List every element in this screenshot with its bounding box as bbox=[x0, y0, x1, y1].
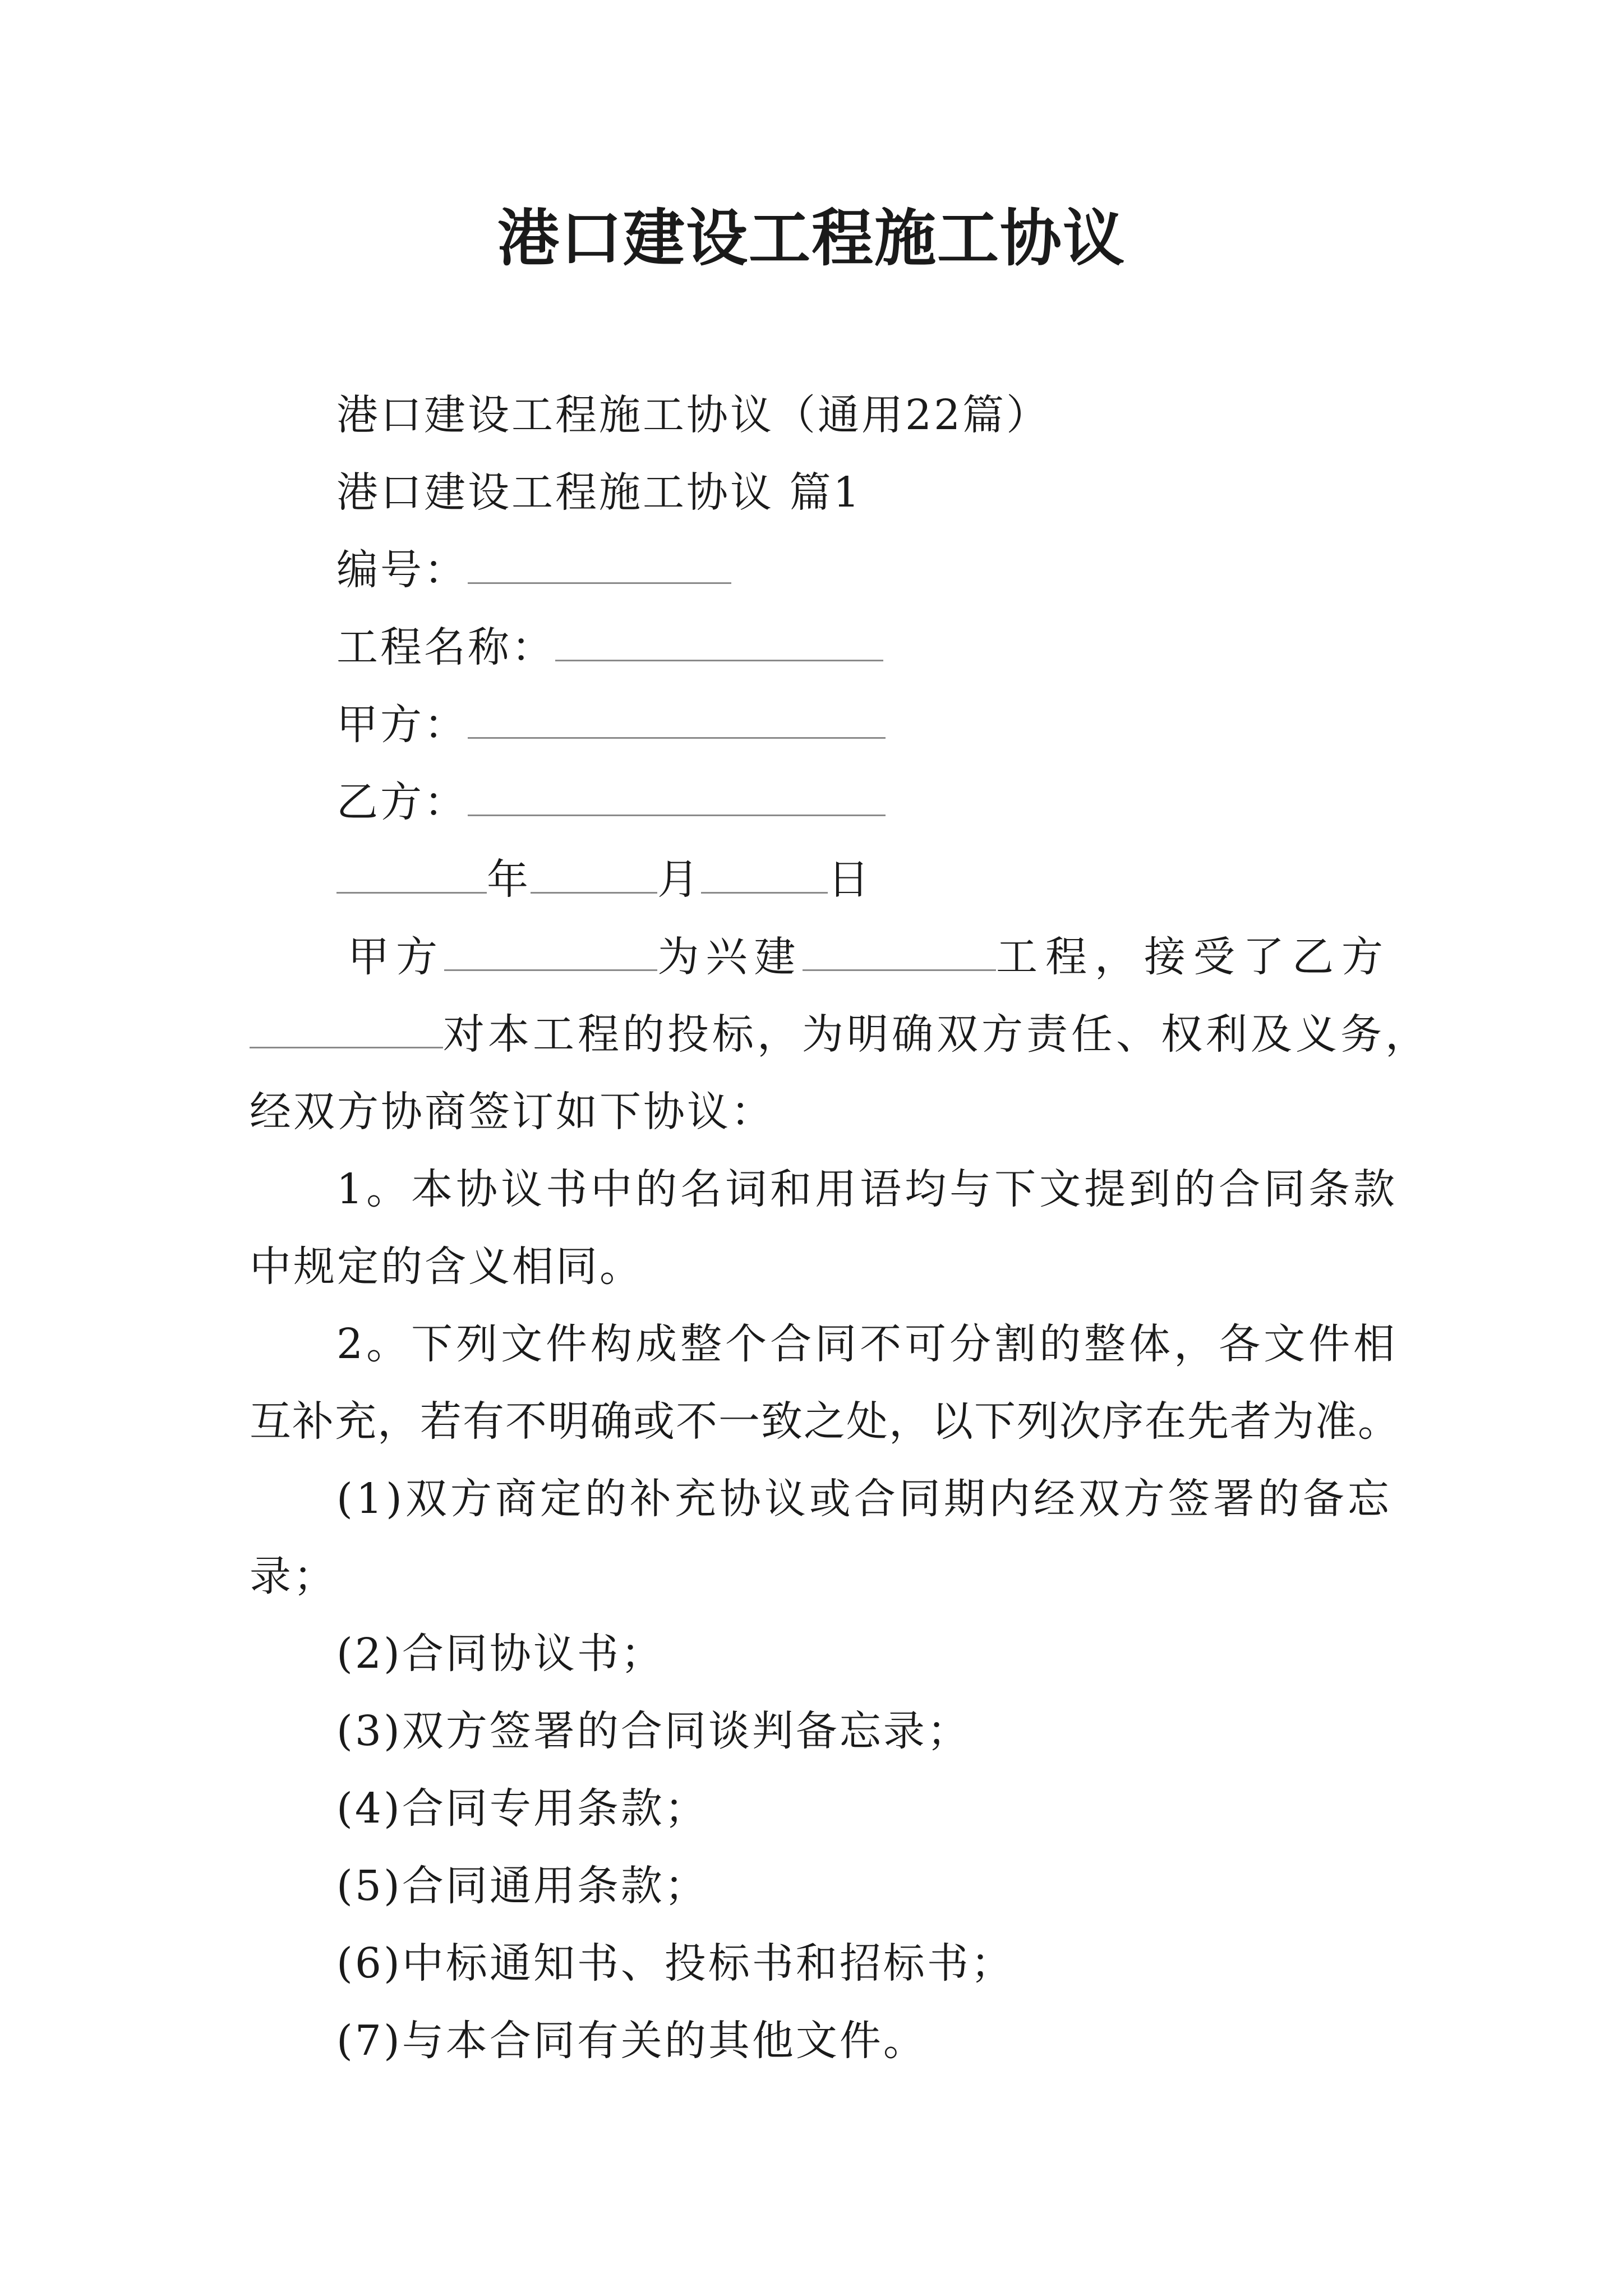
number-field bbox=[336, 542, 731, 598]
intro-line-1 bbox=[348, 929, 1391, 985]
intro-accept: 工程，接受了乙方 bbox=[996, 933, 1391, 981]
document-7: (7)与本合同有关的其他文件。 bbox=[336, 2017, 927, 2065]
party-b-field bbox=[336, 774, 886, 830]
party-a-name-blank[interactable] bbox=[444, 929, 657, 971]
party-b-blank[interactable] bbox=[468, 774, 886, 816]
document-1-line-2: 录； bbox=[250, 1552, 337, 1600]
document-1-line-1: (1)双方商定的补充协议或合同期内经双方签署的备忘 bbox=[336, 1475, 1393, 1523]
clause-1-line-1: 1。本协议书中的名词和用语均与下文提到的合同条款 bbox=[336, 1165, 1399, 1213]
party-a-blank[interactable] bbox=[468, 697, 886, 739]
document-title: 港口建设工程施工协议 bbox=[497, 202, 1126, 274]
day-blank[interactable] bbox=[701, 852, 828, 894]
year-label: 年 bbox=[487, 855, 531, 904]
party-a-label: 甲方： bbox=[336, 701, 468, 749]
party-b-name-blank[interactable] bbox=[250, 1006, 443, 1048]
number-blank[interactable] bbox=[468, 542, 731, 584]
month-label: 月 bbox=[657, 855, 701, 904]
document-4: (4)合同专用条款； bbox=[336, 1784, 708, 1833]
party-a-field bbox=[336, 697, 886, 753]
clause-1-line-2: 中规定的含义相同。 bbox=[250, 1243, 643, 1291]
project-name-field bbox=[336, 619, 883, 675]
year-blank[interactable] bbox=[336, 852, 487, 894]
intro-line-2-text: 对本工程的投标，为明确双方责任、权利及义务， bbox=[443, 1010, 1430, 1059]
clause-2-line-2: 互补充，若有不明确或不一致之处，以下列次序在先者为准。 bbox=[250, 1397, 1400, 1446]
clause-2-line-1: 2。下列文件构成整个合同不可分割的整体，各文件相 bbox=[336, 1320, 1399, 1368]
document-3: (3)双方签署的合同谈判备忘录； bbox=[336, 1707, 971, 1755]
project-name-blank[interactable] bbox=[555, 619, 883, 661]
date-field bbox=[336, 852, 872, 908]
section-heading: 港口建设工程施工协议 篇1 bbox=[336, 468, 862, 517]
intro-party-a: 甲方 bbox=[348, 933, 444, 981]
intro-line-3: 经双方协商签订如下协议： bbox=[250, 1088, 774, 1136]
intro-build: 为兴建 bbox=[657, 933, 803, 981]
subtitle: 港口建设工程施工协议（通用22篇） bbox=[336, 391, 1050, 439]
day-label: 日 bbox=[828, 855, 872, 904]
month-blank[interactable] bbox=[531, 852, 657, 894]
document-5: (5)合同通用条款； bbox=[336, 1862, 708, 1910]
number-label: 编号： bbox=[336, 546, 468, 594]
project-name-label: 工程名称： bbox=[336, 623, 555, 671]
party-b-label: 乙方： bbox=[336, 778, 468, 826]
project-blank[interactable] bbox=[803, 929, 996, 971]
intro-line-2 bbox=[250, 1006, 1430, 1062]
document-6: (6)中标通知书、投标书和招标书； bbox=[336, 1939, 1015, 1987]
document-2: (2)合同协议书； bbox=[336, 1630, 665, 1678]
